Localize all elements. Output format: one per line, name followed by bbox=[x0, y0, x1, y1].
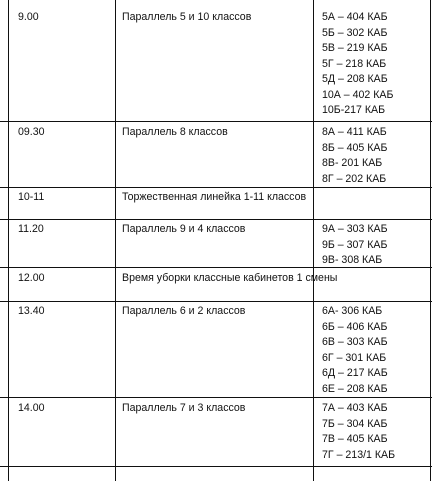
event-cell bbox=[122, 222, 245, 238]
time-cell: 12.00 bbox=[18, 272, 45, 284]
room-line: 9Б – 307 КАБ bbox=[322, 238, 388, 251]
room-line: 7Г – 213/1 КАБ bbox=[322, 448, 396, 461]
time-cell: 9.00 bbox=[18, 11, 39, 23]
column-border bbox=[313, 0, 314, 481]
time-cell: 14.00 bbox=[18, 402, 45, 414]
room-line: 9В- 308 КАБ bbox=[322, 254, 383, 266]
rooms-cell bbox=[322, 125, 387, 187]
room-line: 9А – 303 КАБ bbox=[322, 223, 388, 235]
rooms-cell bbox=[322, 304, 388, 397]
event-line: Параллель 8 классов bbox=[122, 126, 228, 138]
room-line: 5Б – 302 КАБ bbox=[322, 26, 388, 39]
event-line: Время уборки классные bbox=[122, 272, 241, 284]
event-line: Параллель 5 и 10 классов bbox=[122, 11, 252, 23]
room-line: 5А – 404 КАБ bbox=[322, 11, 388, 23]
room-line: 6Б – 406 КАБ bbox=[322, 320, 388, 333]
event-line: Параллель 6 и 2 классов bbox=[122, 305, 246, 317]
row-border bbox=[0, 397, 432, 398]
time-cell: 09.30 bbox=[18, 126, 45, 138]
column-border bbox=[115, 0, 116, 481]
event-cell bbox=[122, 304, 245, 320]
event-cell bbox=[122, 190, 306, 205]
event-cell bbox=[122, 10, 251, 26]
room-line: 7А – 403 КАБ bbox=[322, 402, 388, 414]
time-cell: 10-11 bbox=[18, 191, 45, 203]
event-line: кабинетов 1 смены bbox=[243, 272, 338, 284]
row-border bbox=[0, 187, 432, 188]
room-line: 7В – 405 КАБ bbox=[322, 433, 388, 445]
room-line: 6Д – 217 КАБ bbox=[322, 367, 388, 379]
event-line: классов bbox=[267, 191, 307, 203]
event-cell bbox=[122, 401, 245, 417]
room-line: 8В- 201 КАБ bbox=[322, 157, 383, 169]
rooms-cell bbox=[322, 222, 388, 269]
room-line: 8Б – 405 КАБ bbox=[322, 141, 388, 154]
rooms-cell bbox=[322, 10, 393, 119]
room-line: 6Е – 208 КАБ bbox=[322, 382, 388, 395]
time-cell: 13.40 bbox=[18, 305, 45, 317]
room-line: 8А – 411 КАБ bbox=[322, 126, 387, 138]
room-line: 5В – 219 КАБ bbox=[322, 42, 388, 54]
room-line: 6Г – 301 КАБ bbox=[322, 351, 387, 364]
event-line: Торжественная линейка 1-11 bbox=[122, 191, 265, 203]
rooms-cell bbox=[322, 401, 395, 463]
event-line: Параллель 7 и 3 классов bbox=[122, 402, 246, 414]
time-cell: 11.20 bbox=[18, 223, 44, 235]
room-line: 5Г – 218 КАБ bbox=[322, 57, 387, 70]
room-line: 10А – 402 КАБ bbox=[322, 88, 394, 101]
column-border bbox=[8, 0, 9, 481]
column-border bbox=[430, 0, 431, 481]
row-border bbox=[0, 301, 432, 302]
row-border bbox=[0, 219, 432, 220]
room-line: 7Б – 304 КАБ bbox=[322, 417, 388, 430]
row-border bbox=[0, 121, 432, 122]
room-line: 6В – 303 КАБ bbox=[322, 336, 388, 348]
room-line: 5Д – 208 КАБ bbox=[322, 73, 388, 85]
row-border bbox=[0, 466, 432, 467]
event-line: Параллель 9 и 4 классов bbox=[122, 223, 246, 235]
room-line: 8Г – 202 КАБ bbox=[322, 172, 387, 185]
room-line: 10Б-217 КАБ bbox=[322, 104, 386, 116]
event-cell bbox=[122, 125, 228, 141]
room-line: 6А- 306 КАБ bbox=[322, 305, 383, 317]
event-cell bbox=[122, 271, 337, 286]
